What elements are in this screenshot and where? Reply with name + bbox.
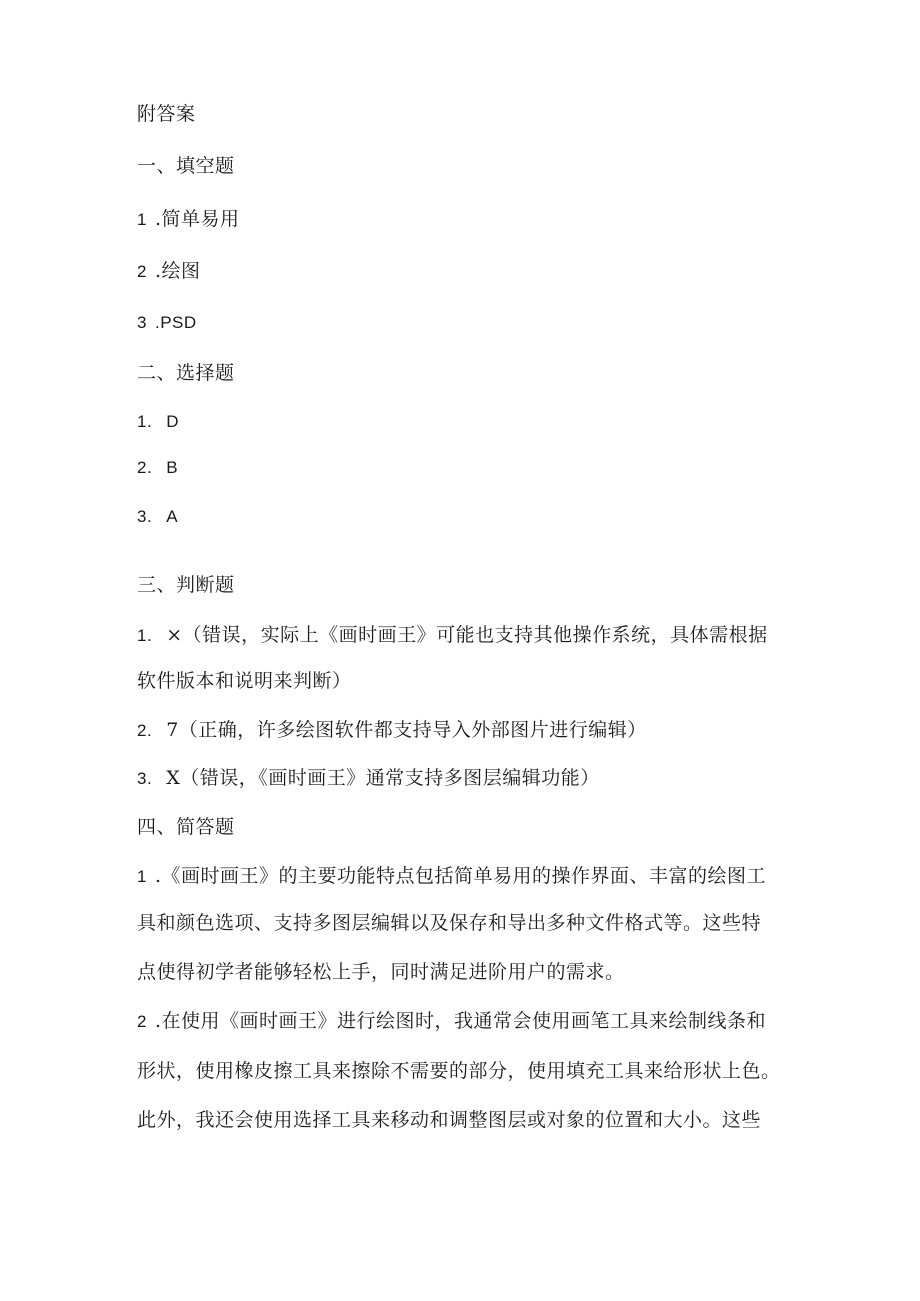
judge-answer-1 <box>137 623 768 648</box>
section-heading-fill-blank: 一、填空题 <box>137 155 235 177</box>
item-number: 2. <box>137 458 153 477</box>
answer-title: 附答案 <box>137 103 196 125</box>
item-text: ×（错误，实际上《画时画王》可能也支持其他操作系统，具体需根据 <box>166 624 768 646</box>
item-number: 1 <box>137 867 147 886</box>
item-number: 2 <box>137 262 147 281</box>
item-number: 3 <box>137 313 147 332</box>
fill-blank-answer-2 <box>137 259 201 284</box>
item-number: 2 <box>137 1012 147 1031</box>
short-answer-2-cont-2: 此外，我还会使用选择工具来移动和调整图层或对象的位置和大小。这些 <box>137 1109 762 1131</box>
item-text: .绘图 <box>154 260 201 282</box>
section-heading-judge: 三、判断题 <box>137 574 235 596</box>
short-answer-1-cont-1: 具和颜色选项、支持多图层编辑以及保存和导出多种文件格式等。这些特 <box>137 912 762 934</box>
item-text: B <box>166 458 179 477</box>
item-number: 1. <box>137 626 153 645</box>
short-answer-2-cont-1: 形状，使用橡皮擦工具来擦除不需要的部分，使用填充工具来给形状上色。 <box>137 1060 781 1082</box>
short-answer-1 <box>137 864 766 889</box>
item-number: 3. <box>137 507 153 526</box>
judge-answer-3 <box>137 766 600 791</box>
section-heading-short-answer: 四、简答题 <box>137 816 235 838</box>
choice-answer-3 <box>137 505 178 529</box>
fill-blank-answer-1 <box>137 207 240 232</box>
item-text: .《画时画王》的主要功能特点包括简单易用的操作界面、丰富的绘图工 <box>154 865 767 887</box>
item-text: 7（正确，许多绘图软件都支持导入外部图片进行编辑） <box>166 719 647 741</box>
item-number: 2. <box>137 721 153 740</box>
judge-answer-2 <box>137 718 647 743</box>
item-number: 1. <box>137 412 153 431</box>
item-text: D <box>166 412 179 431</box>
choice-answer-1 <box>137 410 179 434</box>
item-text: .PSD <box>154 313 197 332</box>
item-number: 3. <box>137 769 153 788</box>
short-answer-1-cont-2: 点使得初学者能够轻松上手，同时满足进阶用户的需求。 <box>137 961 625 983</box>
judge-answer-1-cont: 软件版本和说明来判断） <box>137 670 352 692</box>
item-text: X（错误，《画时画王》通常支持多图层编辑功能） <box>166 767 600 789</box>
section-heading-choice: 二、选择题 <box>137 362 235 384</box>
fill-blank-answer-3 <box>137 311 197 335</box>
item-text: .简单易用 <box>154 208 240 230</box>
item-text: .在使用《画时画王》进行绘图时，我通常会使用画笔工具来绘制线条和 <box>154 1010 767 1032</box>
item-text: A <box>166 507 179 526</box>
choice-answer-2 <box>137 456 178 480</box>
item-number: 1 <box>137 210 147 229</box>
short-answer-2 <box>137 1009 766 1034</box>
